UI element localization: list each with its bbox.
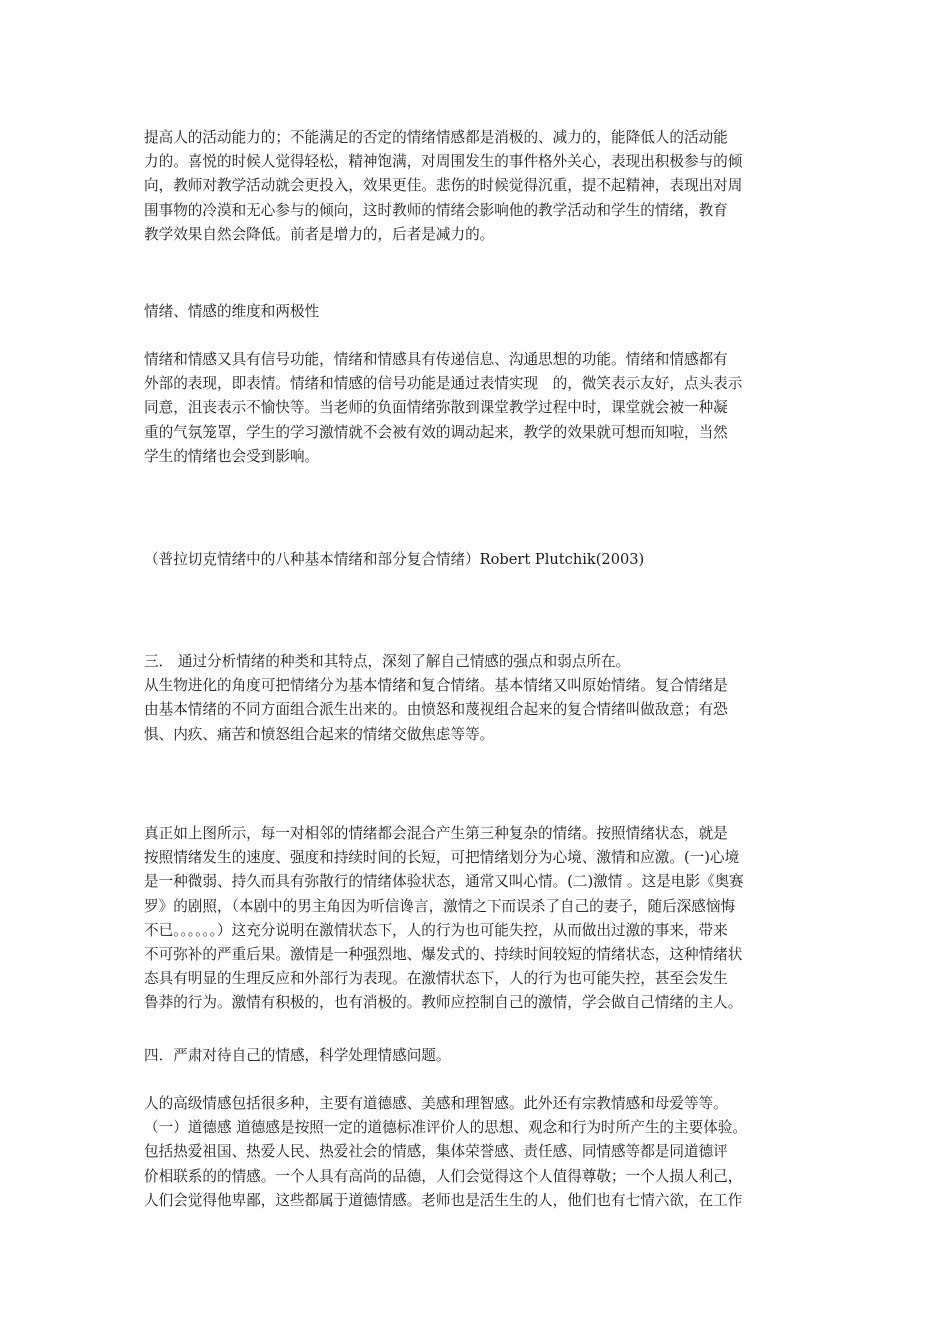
text-line: 教学效果自然会降低。前者是增力的，后者是减力的。 xyxy=(144,225,495,243)
text-line: 向，教师对教学活动就会更投入，效果更佳。悲伤的时候觉得沉重，提不起精神，表现出对周 xyxy=(144,177,743,195)
text-line: 惧、内疚、痛苦和愤怒组合起来的情绪交做焦虑等等。 xyxy=(144,725,495,743)
text-line: 由基本情绪的不同方面组合派生出来的。由愤怒和蔑视组合起来的复合情绪叫做敌意；有恐 xyxy=(144,701,728,719)
text-line: 价相联系的的情感。一个人具有高尚的品德，人们会觉得这个人值得尊敬；一个人损人利己， xyxy=(144,1167,743,1185)
paragraph-higher-emotions xyxy=(144,1092,824,1213)
caption-text: （普拉切克情绪中的八种基本情绪和部分复合情绪）Robert Plutchik(2003) xyxy=(144,551,645,568)
text-line: 力的。喜悦的时候人觉得轻松，精神饱满，对周围发生的事件格外关心，表现出积极参与的倾 xyxy=(144,153,743,171)
text-line: 鲁莽的行为。激情有积极的，也有消极的。教师应控制自己的激情，学会做自己情绪的主人。 xyxy=(144,994,743,1012)
paragraph-emotion-states xyxy=(144,822,824,1016)
section-heading: 情绪、情感的维度和两极性 xyxy=(144,303,320,320)
paragraph-emotion-function xyxy=(144,126,824,247)
text-line: 人的高级情感包括很多种，主要有道德感、美感和理智感。此外还有宗教情感和母爱等等。 xyxy=(144,1095,728,1112)
text-line: 按照情绪发生的速度、强度和持续时间的长短，可把情绪划分为心境、激情和应激。(一)心境 xyxy=(144,849,740,867)
text-line: 从生物进化的角度可把情绪分为基本情绪和复合情绪。基本情绪又叫原始情绪。复合情绪是 xyxy=(144,677,728,695)
section-three xyxy=(144,650,824,747)
paragraph-signal-function xyxy=(144,348,824,469)
section-heading: 四．严肃对待自己的情感，科学处理情感问题。 xyxy=(144,1047,451,1064)
text-line: 重的气氛笼罩，学生的学习激情就不会被有效的调动起来，教学的效果就可想而知啦，当然 xyxy=(144,423,728,441)
text-line: 情绪和情感又具有信号功能，情绪和情感具有传递信息、沟通思想的功能。情绪和情感都有 xyxy=(144,351,728,368)
text-line: 包括热爱祖国、热爱人民、热爱社会的情感，集体荣誉感、责任感、同情感等都是同道德评 xyxy=(144,1143,728,1161)
text-line: （一）道德感 道德感是按照一定的道德标准评价人的思想、观念和行为时所产生的主要体验。 xyxy=(144,1119,747,1137)
text-line: 不已。。。。。。）这充分说明在激情状态下，人的行为也可能失控，从而做出过激的事来，带来 xyxy=(144,921,728,939)
text-line: 提高人的活动能力的；不能满足的否定的情绪情感都是消极的、减力的，能降低人的活动能 xyxy=(144,129,728,146)
text-line: 学生的情绪也会受到影响。 xyxy=(144,447,320,465)
text-line: 真正如上图所示，每一对相邻的情绪都会混合产生第三种复杂的情绪。按照情绪状态，就是 xyxy=(144,825,728,842)
heading-dimensions xyxy=(144,300,824,324)
text-line: 是一种微弱、持久而具有弥散行的情绪体验状态，通常又叫心情。(二)激情 。这是电影《奥赛 xyxy=(144,873,744,891)
heading-section-four xyxy=(144,1044,824,1068)
figure-caption xyxy=(144,548,824,572)
text-line: 不可弥补的严重后果。激情是一种强烈地、爆发式的、持续时间较短的情绪状态，这种情绪状 xyxy=(144,945,743,963)
text-line: 外部的表现，即表情。情绪和情感的信号功能是通过表情实现 的，微笑表示友好，点头表示 xyxy=(144,375,743,393)
text-line: 围事物的冷漠和无心参与的倾向，这时教师的情绪会影响他的教学活动和学生的情绪，教育 xyxy=(144,201,728,219)
section-heading: 三． 通过分析情绪的种类和其特点，深刻了解自己情感的强点和弱点所在。 xyxy=(144,653,631,670)
text-line: 人们会觉得他卑鄙，这些都属于道德情感。老师也是活生生的人，他们也有七情六欲，在工作 xyxy=(144,1191,743,1209)
text-line: 罗》的剧照，（本剧中的男主角因为听信谗言，激情之下而误杀了自己的妻子，随后深感恼悔 xyxy=(144,897,736,915)
text-line: 态具有明显的生理反应和外部行为表现。在激情状态下，人的行为也可能失控，甚至会发生 xyxy=(144,970,728,988)
text-line: 同意，沮丧表示不愉快等。当老师的负面情绪弥散到课堂教学过程中时，课堂就会被一种凝 xyxy=(144,399,728,417)
